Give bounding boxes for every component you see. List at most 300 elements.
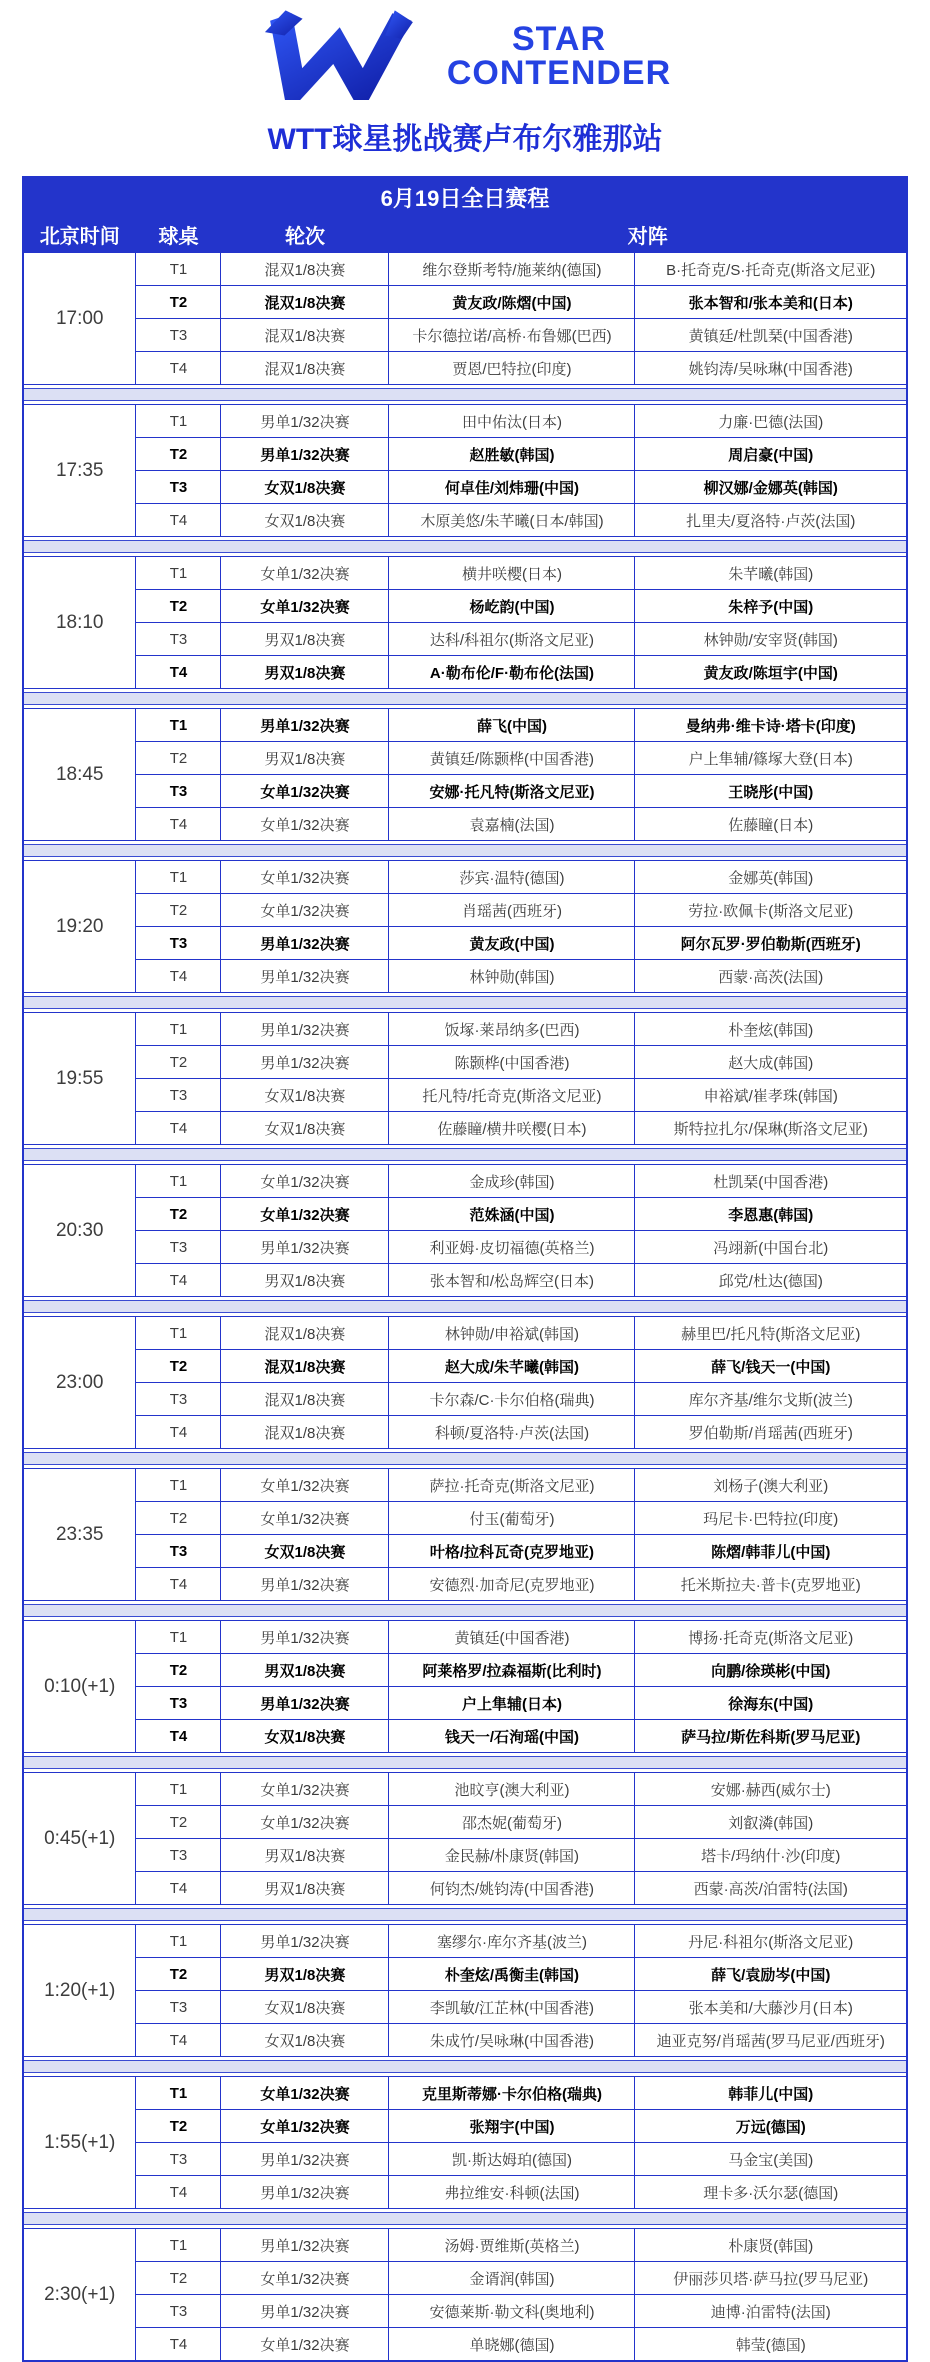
table-cell: T2	[136, 1806, 221, 1839]
table-cell: T3	[136, 1231, 221, 1264]
player2-cell: 冯翊新(中国台北)	[635, 1231, 907, 1264]
player2-cell: 托米斯拉夫·普卡(克罗地亚)	[635, 1568, 907, 1601]
player1-cell: 赵大成/朱芊曦(韩国)	[389, 1350, 635, 1383]
block-separator	[23, 993, 907, 1013]
table-cell: T3	[136, 927, 221, 960]
round-cell: 女单1/32决赛	[221, 1165, 389, 1198]
round-cell: 男单1/32决赛	[221, 960, 389, 993]
player1-cell: 朴奎炫/禹衡圭(韩国)	[389, 1958, 635, 1991]
player1-cell: 维尔登斯考特/施莱纳(德国)	[389, 253, 635, 286]
round-cell: 男单1/32决赛	[221, 1621, 389, 1654]
time-cell: 23:35	[23, 1469, 136, 1601]
time-cell: 1:55(+1)	[23, 2077, 136, 2209]
match-row	[23, 1416, 907, 1449]
round-cell: 男单1/32决赛	[221, 2229, 389, 2262]
player1-cell: 林钟勋/申裕斌(韩国)	[389, 1317, 635, 1350]
schedule-table	[22, 176, 908, 2362]
player1-cell: 科顿/夏洛特·卢茨(法国)	[389, 1416, 635, 1449]
player2-cell: 塔卡/玛纳什·沙(印度)	[635, 1839, 907, 1872]
col-header-matchup: 对阵	[389, 217, 907, 253]
match-row	[23, 2143, 907, 2176]
round-cell: 女单1/32决赛	[221, 775, 389, 808]
player2-cell: 西蒙·高茨(法国)	[635, 960, 907, 993]
player1-cell: 安德烈·加奇尼(克罗地亚)	[389, 1568, 635, 1601]
table-cell: T1	[136, 1165, 221, 1198]
player2-cell: 佐藤瞳(日本)	[635, 808, 907, 841]
table-cell: T4	[136, 1720, 221, 1753]
player2-cell: 黄友政/陈垣宇(中国)	[635, 656, 907, 689]
player1-cell: 弗拉维安·科顿(法国)	[389, 2176, 635, 2209]
player2-cell: 周启豪(中国)	[635, 438, 907, 471]
player1-cell: 安娜·托凡特(斯洛文尼亚)	[389, 775, 635, 808]
match-row	[23, 742, 907, 775]
match-row	[23, 405, 907, 438]
round-cell: 男单1/32决赛	[221, 2176, 389, 2209]
player2-cell: 玛尼卡·巴特拉(印度)	[635, 1502, 907, 1535]
player2-cell: 阿尔瓦罗·罗伯勒斯(西班牙)	[635, 927, 907, 960]
round-cell: 男单1/32决赛	[221, 927, 389, 960]
match-row	[23, 2110, 907, 2143]
match-row	[23, 1317, 907, 1350]
table-cell: T2	[136, 1958, 221, 1991]
player1-cell: 黄镇廷(中国香港)	[389, 1621, 635, 1654]
player2-cell: 黄镇廷/杜凯琹(中国香港)	[635, 319, 907, 352]
round-cell: 男双1/8决赛	[221, 656, 389, 689]
round-cell: 女单1/32决赛	[221, 2110, 389, 2143]
table-cell: T2	[136, 1198, 221, 1231]
player2-cell: 迪博·泊雷特(法国)	[635, 2295, 907, 2328]
player2-cell: 伊丽莎贝塔·萨马拉(罗马尼亚)	[635, 2262, 907, 2295]
round-cell: 男双1/8决赛	[221, 1839, 389, 1872]
match-row	[23, 504, 907, 537]
player2-cell: 申裕斌/崔孝珠(韩国)	[635, 1079, 907, 1112]
block-separator-strip	[23, 2057, 907, 2077]
block-separator	[23, 841, 907, 861]
player2-cell: 户上隼辅/篠塚大登(日本)	[635, 742, 907, 775]
time-cell: 17:00	[23, 253, 136, 385]
player1-cell: 克里斯蒂娜·卡尔伯格(瑞典)	[389, 2077, 635, 2110]
table-cell: T2	[136, 438, 221, 471]
round-cell: 男单1/32决赛	[221, 1568, 389, 1601]
round-cell: 混双1/8决赛	[221, 286, 389, 319]
block-separator-strip	[23, 1753, 907, 1773]
block-separator	[23, 1297, 907, 1317]
table-cell: T4	[136, 2176, 221, 2209]
player2-cell: 杜凯琹(中国香港)	[635, 1165, 907, 1198]
player1-cell: 邵杰妮(葡萄牙)	[389, 1806, 635, 1839]
table-cell: T2	[136, 1502, 221, 1535]
match-row	[23, 1720, 907, 1753]
player2-cell: 万远(德国)	[635, 2110, 907, 2143]
player1-cell: 叶格/拉科瓦奇(克罗地亚)	[389, 1535, 635, 1568]
block-separator	[23, 385, 907, 405]
player2-cell: 理卡多·沃尔瑟(德国)	[635, 2176, 907, 2209]
table-cell: T3	[136, 1535, 221, 1568]
round-cell: 男单1/32决赛	[221, 2143, 389, 2176]
table-cell: T2	[136, 2262, 221, 2295]
block-separator-strip	[23, 689, 907, 709]
time-cell: 18:45	[23, 709, 136, 841]
table-cell: T2	[136, 286, 221, 319]
match-row	[23, 1502, 907, 1535]
player2-cell: 林钟勋/安宰贤(韩国)	[635, 623, 907, 656]
col-header-round: 轮次	[221, 217, 389, 253]
player1-cell: 林钟勋(韩国)	[389, 960, 635, 993]
player1-cell: 陈颢桦(中国香港)	[389, 1046, 635, 1079]
table-cell: T1	[136, 1469, 221, 1502]
match-row	[23, 2176, 907, 2209]
player1-cell: 萨拉·托奇克(斯洛文尼亚)	[389, 1469, 635, 1502]
player1-cell: 托凡特/托奇克(斯洛文尼亚)	[389, 1079, 635, 1112]
match-row	[23, 709, 907, 742]
block-separator-strip	[23, 1905, 907, 1925]
round-cell: 女单1/32决赛	[221, 808, 389, 841]
wtt-logo-mark-icon	[259, 8, 427, 105]
match-row	[23, 319, 907, 352]
player2-cell: 陈熠/韩菲儿(中国)	[635, 1535, 907, 1568]
table-cell: T2	[136, 2110, 221, 2143]
round-cell: 混双1/8决赛	[221, 253, 389, 286]
match-row	[23, 808, 907, 841]
table-cell: T1	[136, 405, 221, 438]
player2-cell: 朱芊曦(韩国)	[635, 557, 907, 590]
round-cell: 女单1/32决赛	[221, 590, 389, 623]
wtt-logo-text	[447, 22, 671, 90]
table-cell: T2	[136, 894, 221, 927]
block-separator	[23, 1145, 907, 1165]
player2-cell: 姚钧涛/吴咏琳(中国香港)	[635, 352, 907, 385]
player2-cell: 安娜·赫西(威尔士)	[635, 1773, 907, 1806]
player1-cell: A·勒布伦/F·勒布伦(法国)	[389, 656, 635, 689]
round-cell: 女单1/32决赛	[221, 557, 389, 590]
block-separator	[23, 1905, 907, 1925]
table-cell: T1	[136, 1773, 221, 1806]
column-header-row	[23, 217, 907, 253]
table-cell: T3	[136, 775, 221, 808]
player2-cell: 萨马拉/斯佐科斯(罗马尼亚)	[635, 1720, 907, 1753]
block-separator	[23, 1601, 907, 1621]
match-row	[23, 861, 907, 894]
col-header-time: 北京时间	[23, 217, 136, 253]
player1-cell: 何卓佳/刘炜珊(中国)	[389, 471, 635, 504]
table-cell: T2	[136, 742, 221, 775]
round-cell: 男双1/8决赛	[221, 1654, 389, 1687]
round-cell: 男双1/8决赛	[221, 1264, 389, 1297]
round-cell: 女双1/8决赛	[221, 2024, 389, 2057]
player1-cell: 单晓娜(德国)	[389, 2328, 635, 2362]
round-cell: 男单1/32决赛	[221, 1925, 389, 1958]
player2-cell: 西蒙·高茨/泊雷特(法国)	[635, 1872, 907, 1905]
table-cell: T4	[136, 1264, 221, 1297]
player2-cell: 王晓彤(中国)	[635, 775, 907, 808]
player1-cell: 饭塚·莱昂纳多(巴西)	[389, 1013, 635, 1046]
player1-cell: 户上隼辅(日本)	[389, 1687, 635, 1720]
table-cell: T4	[136, 656, 221, 689]
player1-cell: 莎宾·温特(德国)	[389, 861, 635, 894]
player1-cell: 金民赫/朴康贤(韩国)	[389, 1839, 635, 1872]
match-row	[23, 656, 907, 689]
match-row	[23, 557, 907, 590]
table-cell: T4	[136, 2024, 221, 2057]
table-cell: T4	[136, 2328, 221, 2362]
match-row	[23, 2295, 907, 2328]
col-header-table: 球桌	[136, 217, 221, 253]
player2-cell: 丹尼·科祖尔(斯洛文尼亚)	[635, 1925, 907, 1958]
match-row	[23, 1112, 907, 1145]
block-separator-strip	[23, 1601, 907, 1621]
table-cell: T3	[136, 1839, 221, 1872]
round-cell: 男双1/8决赛	[221, 742, 389, 775]
player1-cell: 凯·斯达姆珀(德国)	[389, 2143, 635, 2176]
match-row	[23, 623, 907, 656]
table-cell: T1	[136, 861, 221, 894]
player1-cell: 肖瑶茜(西班牙)	[389, 894, 635, 927]
player1-cell: 横井咲樱(日本)	[389, 557, 635, 590]
table-cell: T3	[136, 623, 221, 656]
match-row	[23, 894, 907, 927]
block-separator-strip	[23, 1449, 907, 1469]
player2-cell: B·托奇克/S·托奇克(斯洛文尼亚)	[635, 253, 907, 286]
match-row	[23, 1872, 907, 1905]
time-cell: 20:30	[23, 1165, 136, 1297]
match-row	[23, 1958, 907, 1991]
match-row	[23, 2328, 907, 2362]
player1-cell: 杨屹韵(中国)	[389, 590, 635, 623]
match-row	[23, 286, 907, 319]
block-separator-strip	[23, 993, 907, 1013]
time-cell: 1:20(+1)	[23, 1925, 136, 2057]
player2-cell: 赫里巴/托凡特(斯洛文尼亚)	[635, 1317, 907, 1350]
player2-cell: 张本美和/大藤沙月(日本)	[635, 1991, 907, 2024]
table-cell: T4	[136, 960, 221, 993]
player2-cell: 金娜英(韩国)	[635, 861, 907, 894]
round-cell: 女双1/8决赛	[221, 1079, 389, 1112]
match-row	[23, 438, 907, 471]
player2-cell: 薛飞/袁励岑(中国)	[635, 1958, 907, 1991]
time-cell: 0:45(+1)	[23, 1773, 136, 1905]
player1-cell: 田中佑汰(日本)	[389, 405, 635, 438]
player1-cell: 朱成竹/吴咏琳(中国香港)	[389, 2024, 635, 2057]
round-cell: 女单1/32决赛	[221, 1806, 389, 1839]
time-cell: 23:00	[23, 1317, 136, 1449]
table-cell: T2	[136, 1046, 221, 1079]
round-cell: 女双1/8决赛	[221, 471, 389, 504]
time-cell: 19:55	[23, 1013, 136, 1145]
round-cell: 女单1/32决赛	[221, 861, 389, 894]
player1-cell: 阿莱格罗/拉森福斯(比利时)	[389, 1654, 635, 1687]
match-row	[23, 1535, 907, 1568]
table-cell: T4	[136, 1568, 221, 1601]
player2-cell: 力廉·巴德(法国)	[635, 405, 907, 438]
time-cell: 19:20	[23, 861, 136, 993]
player1-cell: 汤姆·贾维斯(英格兰)	[389, 2229, 635, 2262]
block-separator	[23, 2209, 907, 2229]
player2-cell: 朴奎炫(韩国)	[635, 1013, 907, 1046]
match-row	[23, 1165, 907, 1198]
round-cell: 女单1/32决赛	[221, 2328, 389, 2362]
match-row	[23, 927, 907, 960]
player1-cell: 达科/科祖尔(斯洛文尼亚)	[389, 623, 635, 656]
table-cell: T3	[136, 1991, 221, 2024]
round-cell: 男双1/8决赛	[221, 1958, 389, 1991]
block-separator-strip	[23, 1145, 907, 1165]
table-cell: T4	[136, 504, 221, 537]
round-cell: 混双1/8决赛	[221, 1383, 389, 1416]
player1-cell: 张本智和/松岛辉空(日本)	[389, 1264, 635, 1297]
table-cell: T1	[136, 1925, 221, 1958]
round-cell: 女单1/32决赛	[221, 2262, 389, 2295]
table-cell: T1	[136, 1317, 221, 1350]
round-cell: 男单1/32决赛	[221, 2295, 389, 2328]
round-cell: 女双1/8决赛	[221, 1991, 389, 2024]
player2-cell: 朱梓予(中国)	[635, 590, 907, 623]
player1-cell: 卡尔森/C·卡尔伯格(瑞典)	[389, 1383, 635, 1416]
player1-cell: 黄镇廷/陈颢桦(中国香港)	[389, 742, 635, 775]
table-cell: T4	[136, 352, 221, 385]
player1-cell: 钱天一/石洵瑶(中国)	[389, 1720, 635, 1753]
player1-cell: 李凯敏/江芷林(中国香港)	[389, 1991, 635, 2024]
round-cell: 混双1/8决赛	[221, 1416, 389, 1449]
match-row	[23, 1350, 907, 1383]
round-cell: 男单1/32决赛	[221, 1687, 389, 1720]
round-cell: 混双1/8决赛	[221, 1317, 389, 1350]
round-cell: 男单1/32决赛	[221, 1046, 389, 1079]
block-separator-strip	[23, 841, 907, 861]
player2-cell: 李恩惠(韩国)	[635, 1198, 907, 1231]
match-row	[23, 1013, 907, 1046]
player1-cell: 利亚姆·皮切福德(英格兰)	[389, 1231, 635, 1264]
round-cell: 女单1/32决赛	[221, 1469, 389, 1502]
table-cell: T3	[136, 319, 221, 352]
player2-cell: 赵大成(韩国)	[635, 1046, 907, 1079]
match-row	[23, 1383, 907, 1416]
player2-cell: 韩菲儿(中国)	[635, 2077, 907, 2110]
table-cell: T3	[136, 2143, 221, 2176]
time-cell: 17:35	[23, 405, 136, 537]
match-row	[23, 1991, 907, 2024]
player2-cell: 徐海东(中国)	[635, 1687, 907, 1720]
table-cell: T3	[136, 2295, 221, 2328]
player1-cell: 薛飞(中国)	[389, 709, 635, 742]
block-separator	[23, 2057, 907, 2077]
table-cell: T1	[136, 709, 221, 742]
player1-cell: 何钧杰/姚钧涛(中国香港)	[389, 1872, 635, 1905]
player1-cell: 黄友政/陈熠(中国)	[389, 286, 635, 319]
time-cell: 2:30(+1)	[23, 2229, 136, 2362]
round-cell: 女单1/32决赛	[221, 2077, 389, 2110]
block-separator	[23, 689, 907, 709]
round-cell: 女双1/8决赛	[221, 1112, 389, 1145]
player2-cell: 刘杨子(澳大利亚)	[635, 1469, 907, 1502]
match-row	[23, 1773, 907, 1806]
table-cell: T4	[136, 1416, 221, 1449]
block-separator-strip	[23, 1297, 907, 1317]
player1-cell: 付玉(葡萄牙)	[389, 1502, 635, 1535]
time-cell: 18:10	[23, 557, 136, 689]
round-cell: 男单1/32决赛	[221, 709, 389, 742]
round-cell: 女双1/8决赛	[221, 1535, 389, 1568]
player1-cell: 黄友政(中国)	[389, 927, 635, 960]
player1-cell: 金成珍(韩国)	[389, 1165, 635, 1198]
round-cell: 男双1/8决赛	[221, 623, 389, 656]
block-separator-strip	[23, 385, 907, 405]
player2-cell: 斯特拉扎尔/保琳(斯洛文尼亚)	[635, 1112, 907, 1145]
page-title: WTT球星挑战赛卢布尔雅那站	[267, 123, 663, 156]
block-separator	[23, 1753, 907, 1773]
match-row	[23, 960, 907, 993]
player2-cell: 迪亚克努/肖瑶茜(罗马尼亚/西班牙)	[635, 2024, 907, 2057]
match-row	[23, 471, 907, 504]
player2-cell: 库尔齐基/维尔戈斯(波兰)	[635, 1383, 907, 1416]
round-cell: 女单1/32决赛	[221, 1773, 389, 1806]
match-row	[23, 2262, 907, 2295]
player1-cell: 池旼亨(澳大利亚)	[389, 1773, 635, 1806]
round-cell: 男单1/32决赛	[221, 438, 389, 471]
time-cell: 0:10(+1)	[23, 1621, 136, 1753]
round-cell: 男单1/32决赛	[221, 405, 389, 438]
match-row	[23, 1839, 907, 1872]
table-cell: T1	[136, 253, 221, 286]
player1-cell: 金谞润(韩国)	[389, 2262, 635, 2295]
round-cell: 女单1/32决赛	[221, 1198, 389, 1231]
match-row	[23, 2024, 907, 2057]
table-cell: T3	[136, 1383, 221, 1416]
player1-cell: 袁嘉楠(法国)	[389, 808, 635, 841]
match-row	[23, 2229, 907, 2262]
match-row	[23, 1806, 907, 1839]
player2-cell: 劳拉·欧佩卡(斯洛文尼亚)	[635, 894, 907, 927]
match-row	[23, 1925, 907, 1958]
table-cell: T3	[136, 1687, 221, 1720]
table-cell: T2	[136, 590, 221, 623]
table-cell: T1	[136, 1621, 221, 1654]
round-cell: 男单1/32决赛	[221, 1231, 389, 1264]
block-separator-strip	[23, 537, 907, 557]
block-separator	[23, 537, 907, 557]
table-title: 6月19日全日赛程	[23, 177, 907, 217]
player2-cell: 罗伯勒斯/肖瑶茜(西班牙)	[635, 1416, 907, 1449]
round-cell: 混双1/8决赛	[221, 352, 389, 385]
round-cell: 混双1/8决赛	[221, 319, 389, 352]
match-row	[23, 1231, 907, 1264]
match-row	[23, 590, 907, 623]
table-cell: T4	[136, 1872, 221, 1905]
round-cell: 女双1/8决赛	[221, 1720, 389, 1753]
player2-cell: 扎里夫/夏洛特·卢茨(法国)	[635, 504, 907, 537]
player2-cell: 博扬·托奇克(斯洛文尼亚)	[635, 1621, 907, 1654]
match-row	[23, 1469, 907, 1502]
player1-cell: 贾恩/巴特拉(印度)	[389, 352, 635, 385]
match-row	[23, 253, 907, 286]
round-cell: 男单1/32决赛	[221, 1013, 389, 1046]
table-cell: T2	[136, 1654, 221, 1687]
match-row	[23, 1654, 907, 1687]
round-cell: 男双1/8决赛	[221, 1872, 389, 1905]
block-separator	[23, 1449, 907, 1469]
player2-cell: 刘叡潾(韩国)	[635, 1806, 907, 1839]
match-row	[23, 1621, 907, 1654]
player1-cell: 安德莱斯·勒文科(奥地利)	[389, 2295, 635, 2328]
player2-cell: 薛飞/钱天一(中国)	[635, 1350, 907, 1383]
match-row	[23, 352, 907, 385]
wtt-logo	[0, 6, 930, 106]
logo-contender-text: CONTENDER	[446, 54, 672, 92]
match-row	[23, 1046, 907, 1079]
table-cell: T1	[136, 2077, 221, 2110]
match-row	[23, 1687, 907, 1720]
match-row	[23, 775, 907, 808]
table-cell: T3	[136, 1079, 221, 1112]
